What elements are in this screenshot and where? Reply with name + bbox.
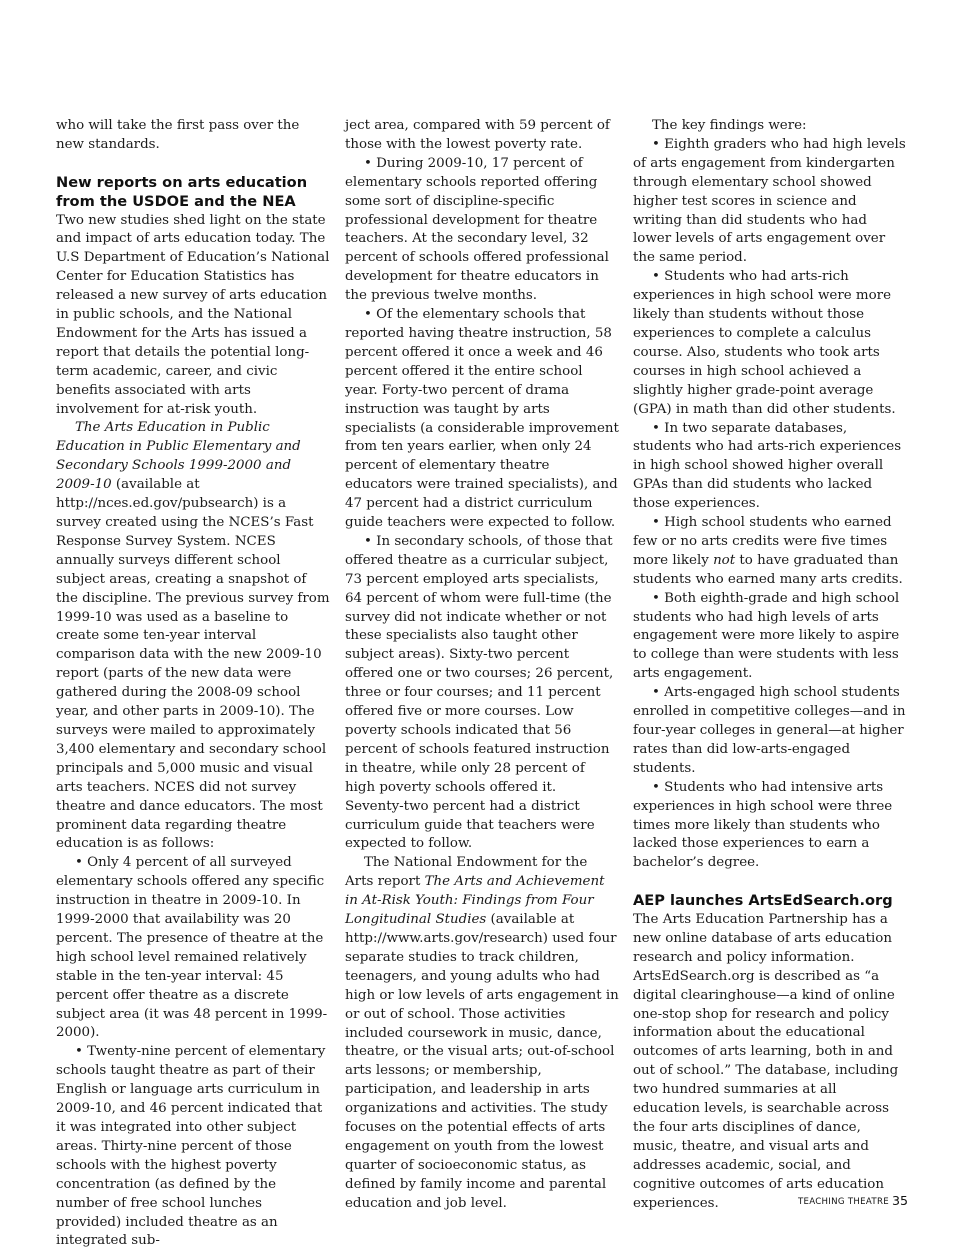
- bullet-paragraph: • Students who had arts-rich experiences in high school were more likely than students without those experiences to complete a calculus course. Also, students who took arts courses in high school achieved a slightly higher grade-point average (GPA) in math than did other students.: [633, 269, 896, 417]
- section-heading-usdoe-nea: New reports on arts education from the USDOE and the NEA: [56, 173, 308, 210]
- bullet-paragraph: • Arts-engaged high school students enrolled in competitive colleges—and in four-year colleges in general—at higher rates than did low-arts-engaged students.: [633, 685, 906, 776]
- page-footer: [760, 1190, 908, 1209]
- bullet-paragraph: [633, 514, 907, 590]
- nea-report-title: The Arts and Achievement in At-Risk Youth: Findings from Four Longitudinal Studies: [345, 874, 605, 928]
- paragraph-key-findings: The key findings were:: [652, 118, 807, 133]
- survey-description: (available at http://nces.ed.gov/pubsearch) is a survey created using the NCES’s Fast Response Survey System. NCES annually surveys different school subject areas, creating a snapshot of the discipline. The previous survey from 1999-10 was used as a baseline to create some ten-year interval comparison data with the new 2009-10 report (parts of the new data were gathered during the 2008-09 school year, and other parts in 2009-10). The surveys were mailed to approximately 3,400 elementary and secondary school principals and 5,000 music and visual arts teachers. NCES did not survey theatre and dance educators. The most prominent data regarding theatre education is as follows:: [56, 477, 330, 852]
- column-left: [56, 117, 330, 1251]
- bullet-paragraph: • Of the elementary schools that reported having theatre instruction, 58 percent offered it once a week and 46 percent offered it the entire school year. Forty-two percent of drama instruction was taught by arts specialists (a considerable improvement from ten years earlier, when only 24 percent of elementary theatre educators were trained specialists), and 47 percent had a district curriculum guide teachers were expected to follow.: [345, 307, 619, 531]
- bullet-paragraph: • Eighth graders who had high levels of arts engagement from kindergarten through elementary school showed higher test scores in science and writing than did students who had lower levels of arts engagement over the same period.: [633, 136, 906, 266]
- column-middle: [345, 117, 619, 1214]
- page-number: 35: [891, 1193, 908, 1208]
- spacer: [633, 873, 907, 892]
- bullet-paragraph: • Twenty-nine percent of elementary schools taught theatre as part of their English or language arts curriculum in 2009-10, and 46 percent indicated that it was integrated into other subject areas. Thirty-nine percent of those schools with the highest poverty concentration (as defined by the number of free school lunches provided) included theatre as an integrated sub-: [56, 1044, 326, 1249]
- finding-text: • High school students who earned few or no arts credits were five times more likely: [633, 515, 892, 568]
- bullet-paragraph: • In two separate databases, students who had arts-rich experiences in high school showed higher overall GPAs than did students who lacked those experiences.: [633, 420, 902, 512]
- bullet-paragraph: • In secondary schools, of those that offered theatre as a curricular subject, 73 percent employed arts specialists, 64 percent of whom were full-time (the survey did not indicate whether or not these specialists also taught other subject areas). Sixty-two percent offered one or two courses; 26 percent, three or four courses; and 11 percent offered five or more courses. Low poverty schools indicated that 56 percent of schools featured instruction in theatre, while only 28 percent of high poverty schools offered it. Seventy-two percent had a district curriculum guide that teachers were expected to follow.: [345, 533, 614, 852]
- paragraph-aep: The Arts Education Partnership has a new online database of arts education research and policy information. ArtsEdSearch.org is described as “a digital clearinghouse—a kind of online one-stop shop for research and policy information about the educational outcomes of arts learning, both in and out of school.” The database, including two hundred summaries at all education levels, is searchable across the four arts disciplines of dance, music, theatre, and visual arts and addresses academic, social, and cognitive outcomes of arts education experiences.: [633, 912, 899, 1211]
- column-right: [633, 117, 907, 1214]
- section-heading-aep: AEP launches ArtsEdSearch.org: [633, 892, 893, 910]
- paragraph-continued: ject area, compared with 59 percent of those with the lowest poverty rate.: [345, 118, 610, 152]
- bullet-paragraph: • During 2009-10, 17 percent of elementary schools reported offering some sort of discipline-specific professional development for theatre teachers. At the secondary level, 32 percent of schools offered professional development for theatre educators in the previous twelve months.: [345, 155, 609, 304]
- survey-title: The Arts Education in Public Education in Public Elementary and Secondary Schools 1999-2000 and 2009-10: [56, 420, 301, 493]
- finding-emphasis: not: [713, 552, 736, 568]
- spacer: [56, 155, 330, 174]
- paragraph-continued: who will take the first pass over the new standards.: [56, 118, 300, 152]
- finding-text: to have graduated than students who earned many arts credits.: [633, 552, 903, 587]
- nea-intro: The National Endowment for the Arts report: [345, 855, 588, 890]
- paragraph-intro: Two new studies shed light on the state and impact of arts education today. The U.S Department of Education’s National Center for Education Statistics has released a new survey of arts education in public schools, and the National Endowment for the Arts has issued a report that details the potential long-term academic, career, and civic benefits associated with arts involvement for at-risk youth.: [56, 212, 330, 417]
- bullet-paragraph: • Students who had intensive arts experiences in high school were three times more likely than students who lacked those experiences to earn a bachelor’s degree.: [633, 779, 893, 871]
- bullet-paragraph: • Both eighth-grade and high school students who had high levels of arts engagement were more likely to aspire to college than were students with less arts engagement.: [633, 590, 900, 682]
- bullet-paragraph: • Only 4 percent of all surveyed elementary schools offered any specific instruction in theatre in 2009-10. In 1999-2000 that availability was 20 percent. The presence of theatre at the high school level remained relatively stable in the ten-year interval: 45 percent offer theatre as a discrete subject area (it was 48 percent in 1999-2000).: [56, 855, 328, 1041]
- magazine-name: TEACHING THEATRE: [797, 1197, 889, 1207]
- nea-description: (available at http://www.arts.gov/research) used four separate studies to track children, teenagers, and young adults who had high or low levels of arts engagement in or out of school. Those activities included coursework in music, dance, theatre, or the visual arts; out-of-school arts lessons; or membership, participation, and leadership in arts organizations and activities. The study focuses on the potential effects of arts engagement on youth from the lowest quarter of socioeconomic status, as defined by family income and parental education and job level.: [345, 912, 619, 1211]
- paragraph-survey: [56, 419, 330, 854]
- paragraph-nea-report: [345, 854, 619, 1213]
